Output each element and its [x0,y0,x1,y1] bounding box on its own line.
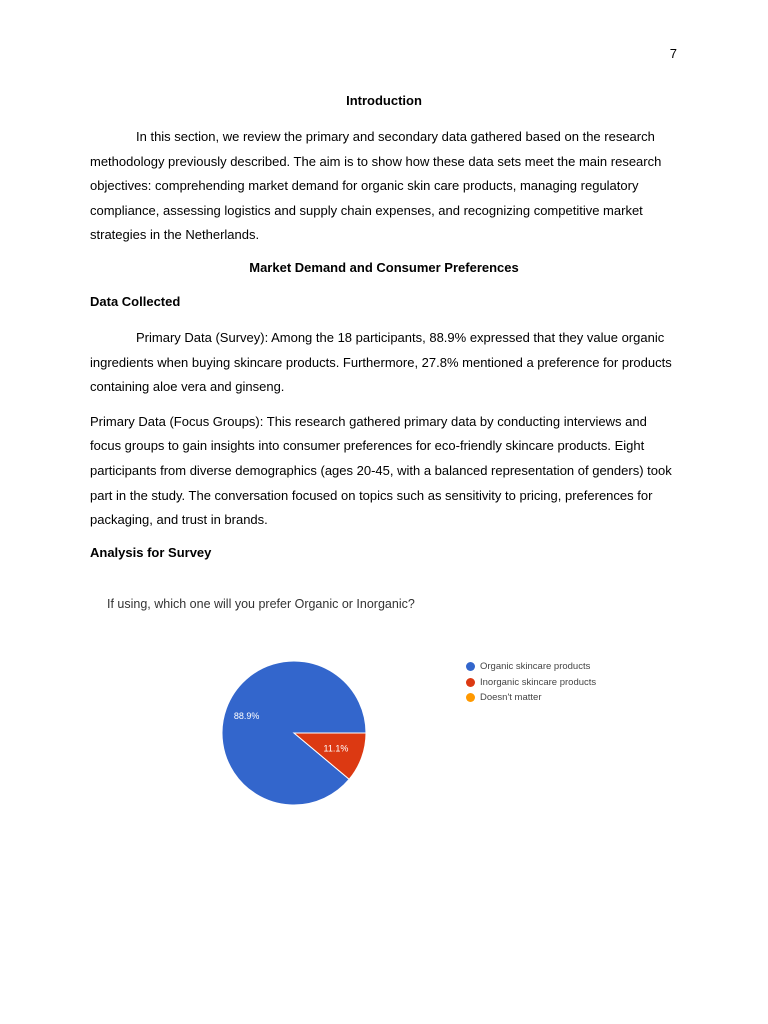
document-body [90,91,678,563]
legend-label: Organic skincare products [480,661,591,673]
page-number: 7 [669,46,677,61]
legend-label: Inorganic skincare products [480,676,597,688]
pie-label-0: 88.9% [233,710,260,721]
legend-dot-icon [466,662,475,671]
legend-dot-icon [466,693,475,702]
legend-item-1 [466,675,596,691]
analysis-heading: Analysis for Survey [90,544,212,560]
introduction-heading: Introduction [346,93,422,108]
market-demand-heading: Market Demand and Consumer Preferences [249,259,519,275]
chart-title: If using, which one will you prefer Organic or Inorganic? [107,597,415,611]
legend-item-0 [466,659,596,675]
chart-legend [466,659,596,706]
legend-label: Doesn't matter [480,692,542,704]
legend-item-2 [466,690,596,706]
pie-chart-svg [90,580,690,830]
data-collected-heading: Data Collected [90,293,181,309]
survey-paragraph: Primary Data (Survey): Among the 18 participants, 88.9% expressed that they value organic ingredients when buying skincare products. Furthermore, 27.8% mentioned a preference for products containing aloe vera and ginseng. [90,329,672,395]
focus-groups-paragraph: Primary Data (Focus Groups): This research gathered primary data by conducting interviews and focus groups to gain insights into consumer preferences for eco-friendly skincare products. Eight participants from diverse demographics (ages 20-45, with a balanced representation of genders) took part in the study. The conversation focused on topics such as sensitivity to pricing, preferences for packaging, and trust in brands. [90,413,672,528]
legend-dot-icon [466,678,475,687]
survey-pie-chart [90,580,690,830]
pie-label-1: 11.1% [323,743,349,754]
introduction-paragraph: In this section, we review the primary and secondary data gathered based on the research methodology previously described. The aim is to show how these data sets meet the main research objectives: comprehending market demand for organic skin care products, managing regulatory compliance, assessing logistics and supply chain expenses, and recognizing competitive market strategies in the Netherlands. [90,129,662,243]
